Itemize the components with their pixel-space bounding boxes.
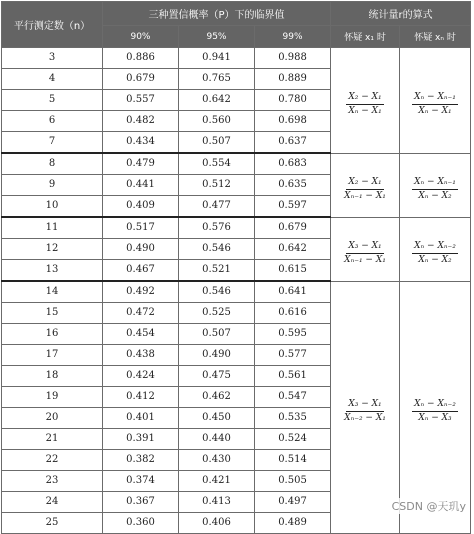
p99-cell: 0.679 bbox=[255, 217, 331, 239]
p99-cell: 0.514 bbox=[255, 450, 331, 471]
p90-cell: 0.679 bbox=[103, 69, 179, 90]
n-cell: 6 bbox=[2, 111, 103, 132]
p99-cell: 0.577 bbox=[255, 345, 331, 366]
p95-cell: 0.512 bbox=[179, 175, 255, 196]
formula-cell-x1 bbox=[331, 48, 400, 154]
p99-cell: 0.595 bbox=[255, 324, 331, 345]
n-cell: 19 bbox=[2, 387, 103, 408]
p95-cell: 0.462 bbox=[179, 387, 255, 408]
p99-cell: 0.683 bbox=[255, 153, 331, 175]
formula-cell-x1 bbox=[331, 281, 400, 534]
formula-cell-xn bbox=[400, 153, 471, 217]
header-p95: 95% bbox=[179, 26, 255, 48]
formula-denominator: Xₙ − X₁ bbox=[418, 105, 452, 116]
formula-fraction bbox=[412, 177, 458, 202]
p99-cell: 0.780 bbox=[255, 90, 331, 111]
formula-numerator: Xₙ − Xₙ₋₂ bbox=[412, 241, 458, 254]
p99-cell: 0.615 bbox=[255, 260, 331, 282]
n-cell: 11 bbox=[2, 217, 103, 239]
p95-cell: 0.507 bbox=[179, 132, 255, 154]
formula-numerator: Xₙ − Xₙ₋₁ bbox=[412, 177, 458, 190]
p90-cell: 0.472 bbox=[103, 303, 179, 324]
n-cell: 17 bbox=[2, 345, 103, 366]
p90-cell: 0.401 bbox=[103, 408, 179, 429]
formula-fraction bbox=[412, 92, 458, 117]
formula-numerator: Xₙ − Xₙ₋₁ bbox=[412, 92, 458, 105]
p95-cell: 0.642 bbox=[179, 90, 255, 111]
p99-cell: 0.642 bbox=[255, 239, 331, 260]
p99-cell: 0.535 bbox=[255, 408, 331, 429]
n-cell: 13 bbox=[2, 260, 103, 282]
formula-fraction bbox=[412, 399, 458, 424]
p90-cell: 0.391 bbox=[103, 429, 179, 450]
formula-fraction bbox=[412, 241, 458, 266]
p95-cell: 0.440 bbox=[179, 429, 255, 450]
p95-cell: 0.941 bbox=[179, 48, 255, 69]
table-body bbox=[2, 48, 471, 534]
header-n: 平行测定数（n） bbox=[2, 2, 103, 48]
p95-cell: 0.413 bbox=[179, 492, 255, 513]
p95-cell: 0.546 bbox=[179, 281, 255, 303]
formula-cell-xn bbox=[400, 48, 471, 154]
n-cell: 7 bbox=[2, 132, 103, 154]
p90-cell: 0.424 bbox=[103, 366, 179, 387]
p99-cell: 0.889 bbox=[255, 69, 331, 90]
p95-cell: 0.525 bbox=[179, 303, 255, 324]
p99-cell: 0.561 bbox=[255, 366, 331, 387]
p99-cell: 0.698 bbox=[255, 111, 331, 132]
p99-cell: 0.505 bbox=[255, 471, 331, 492]
formula-cell-xn bbox=[400, 281, 471, 534]
p90-cell: 0.517 bbox=[103, 217, 179, 239]
p99-cell: 0.497 bbox=[255, 492, 331, 513]
p90-cell: 0.438 bbox=[103, 345, 179, 366]
table-row bbox=[2, 217, 471, 239]
p95-cell: 0.765 bbox=[179, 69, 255, 90]
watermark: CSDN @天玑y bbox=[391, 500, 466, 513]
n-cell: 22 bbox=[2, 450, 103, 471]
p90-cell: 0.557 bbox=[103, 90, 179, 111]
p90-cell: 0.482 bbox=[103, 111, 179, 132]
p99-cell: 0.489 bbox=[255, 513, 331, 534]
n-cell: 18 bbox=[2, 366, 103, 387]
header-statistic-formula: 统计量r的算式 bbox=[331, 2, 471, 26]
p95-cell: 0.554 bbox=[179, 153, 255, 175]
p90-cell: 0.492 bbox=[103, 281, 179, 303]
header-suspect-xn: 怀疑 xₙ 时 bbox=[400, 26, 471, 48]
n-cell: 23 bbox=[2, 471, 103, 492]
p99-cell: 0.524 bbox=[255, 429, 331, 450]
p90-cell: 0.374 bbox=[103, 471, 179, 492]
formula-numerator: Xₙ − Xₙ₋₂ bbox=[412, 399, 458, 412]
p90-cell: 0.467 bbox=[103, 260, 179, 282]
n-cell: 15 bbox=[2, 303, 103, 324]
formula-denominator: Xₙ₋₁ − X₁ bbox=[344, 254, 386, 265]
p99-cell: 0.616 bbox=[255, 303, 331, 324]
formula-fraction bbox=[346, 92, 383, 117]
n-cell: 12 bbox=[2, 239, 103, 260]
header-critical-values: 三种置信概率（P）下的临界值 bbox=[103, 2, 331, 26]
formula-numerator: X₃ − X₁ bbox=[346, 241, 383, 254]
p90-cell: 0.886 bbox=[103, 48, 179, 69]
p95-cell: 0.546 bbox=[179, 239, 255, 260]
p99-cell: 0.547 bbox=[255, 387, 331, 408]
critical-value-table bbox=[1, 1, 471, 534]
table-row bbox=[2, 281, 471, 303]
n-cell: 5 bbox=[2, 90, 103, 111]
formula-fraction bbox=[342, 399, 388, 424]
n-cell: 10 bbox=[2, 196, 103, 218]
p99-cell: 0.635 bbox=[255, 175, 331, 196]
p95-cell: 0.406 bbox=[179, 513, 255, 534]
formula-denominator: Xₙ − X₂ bbox=[418, 254, 452, 265]
formula-cell-x1 bbox=[331, 217, 400, 281]
p95-cell: 0.477 bbox=[179, 196, 255, 218]
n-cell: 16 bbox=[2, 324, 103, 345]
p95-cell: 0.490 bbox=[179, 345, 255, 366]
p95-cell: 0.507 bbox=[179, 324, 255, 345]
formula-numerator: X₂ − X₁ bbox=[346, 177, 383, 190]
p90-cell: 0.490 bbox=[103, 239, 179, 260]
p90-cell: 0.367 bbox=[103, 492, 179, 513]
p95-cell: 0.521 bbox=[179, 260, 255, 282]
n-cell: 24 bbox=[2, 492, 103, 513]
p95-cell: 0.430 bbox=[179, 450, 255, 471]
formula-fraction bbox=[342, 177, 388, 202]
p90-cell: 0.441 bbox=[103, 175, 179, 196]
p95-cell: 0.576 bbox=[179, 217, 255, 239]
p95-cell: 0.560 bbox=[179, 111, 255, 132]
p90-cell: 0.479 bbox=[103, 153, 179, 175]
table-row bbox=[2, 153, 471, 175]
formula-fraction bbox=[342, 241, 388, 266]
formula-denominator: Xₙ₋₂ − X₁ bbox=[344, 412, 386, 423]
p99-cell: 0.988 bbox=[255, 48, 331, 69]
formula-denominator: Xₙ − X₃ bbox=[418, 412, 452, 423]
n-cell: 21 bbox=[2, 429, 103, 450]
p90-cell: 0.412 bbox=[103, 387, 179, 408]
formula-numerator: X₂ − X₁ bbox=[346, 92, 383, 105]
p90-cell: 0.454 bbox=[103, 324, 179, 345]
p95-cell: 0.450 bbox=[179, 408, 255, 429]
formula-numerator: X₃ − X₁ bbox=[346, 399, 383, 412]
table-row bbox=[2, 48, 471, 69]
p90-cell: 0.360 bbox=[103, 513, 179, 534]
p95-cell: 0.421 bbox=[179, 471, 255, 492]
p90-cell: 0.382 bbox=[103, 450, 179, 471]
n-cell: 8 bbox=[2, 153, 103, 175]
p90-cell: 0.434 bbox=[103, 132, 179, 154]
n-cell: 25 bbox=[2, 513, 103, 534]
formula-cell-xn bbox=[400, 217, 471, 281]
n-cell: 14 bbox=[2, 281, 103, 303]
header-p99: 99% bbox=[255, 26, 331, 48]
formula-cell-x1 bbox=[331, 153, 400, 217]
p99-cell: 0.597 bbox=[255, 196, 331, 218]
header-p90: 90% bbox=[103, 26, 179, 48]
n-cell: 3 bbox=[2, 48, 103, 69]
formula-denominator: Xₙ₋₁ − X₁ bbox=[344, 190, 386, 201]
n-cell: 4 bbox=[2, 69, 103, 90]
header-suspect-x1: 怀疑 x₁ 时 bbox=[331, 26, 400, 48]
n-cell: 20 bbox=[2, 408, 103, 429]
p99-cell: 0.641 bbox=[255, 281, 331, 303]
p99-cell: 0.637 bbox=[255, 132, 331, 154]
p90-cell: 0.409 bbox=[103, 196, 179, 218]
p95-cell: 0.475 bbox=[179, 366, 255, 387]
formula-denominator: Xₙ − X₂ bbox=[418, 190, 452, 201]
formula-denominator: Xₙ − X₁ bbox=[348, 105, 382, 116]
n-cell: 9 bbox=[2, 175, 103, 196]
